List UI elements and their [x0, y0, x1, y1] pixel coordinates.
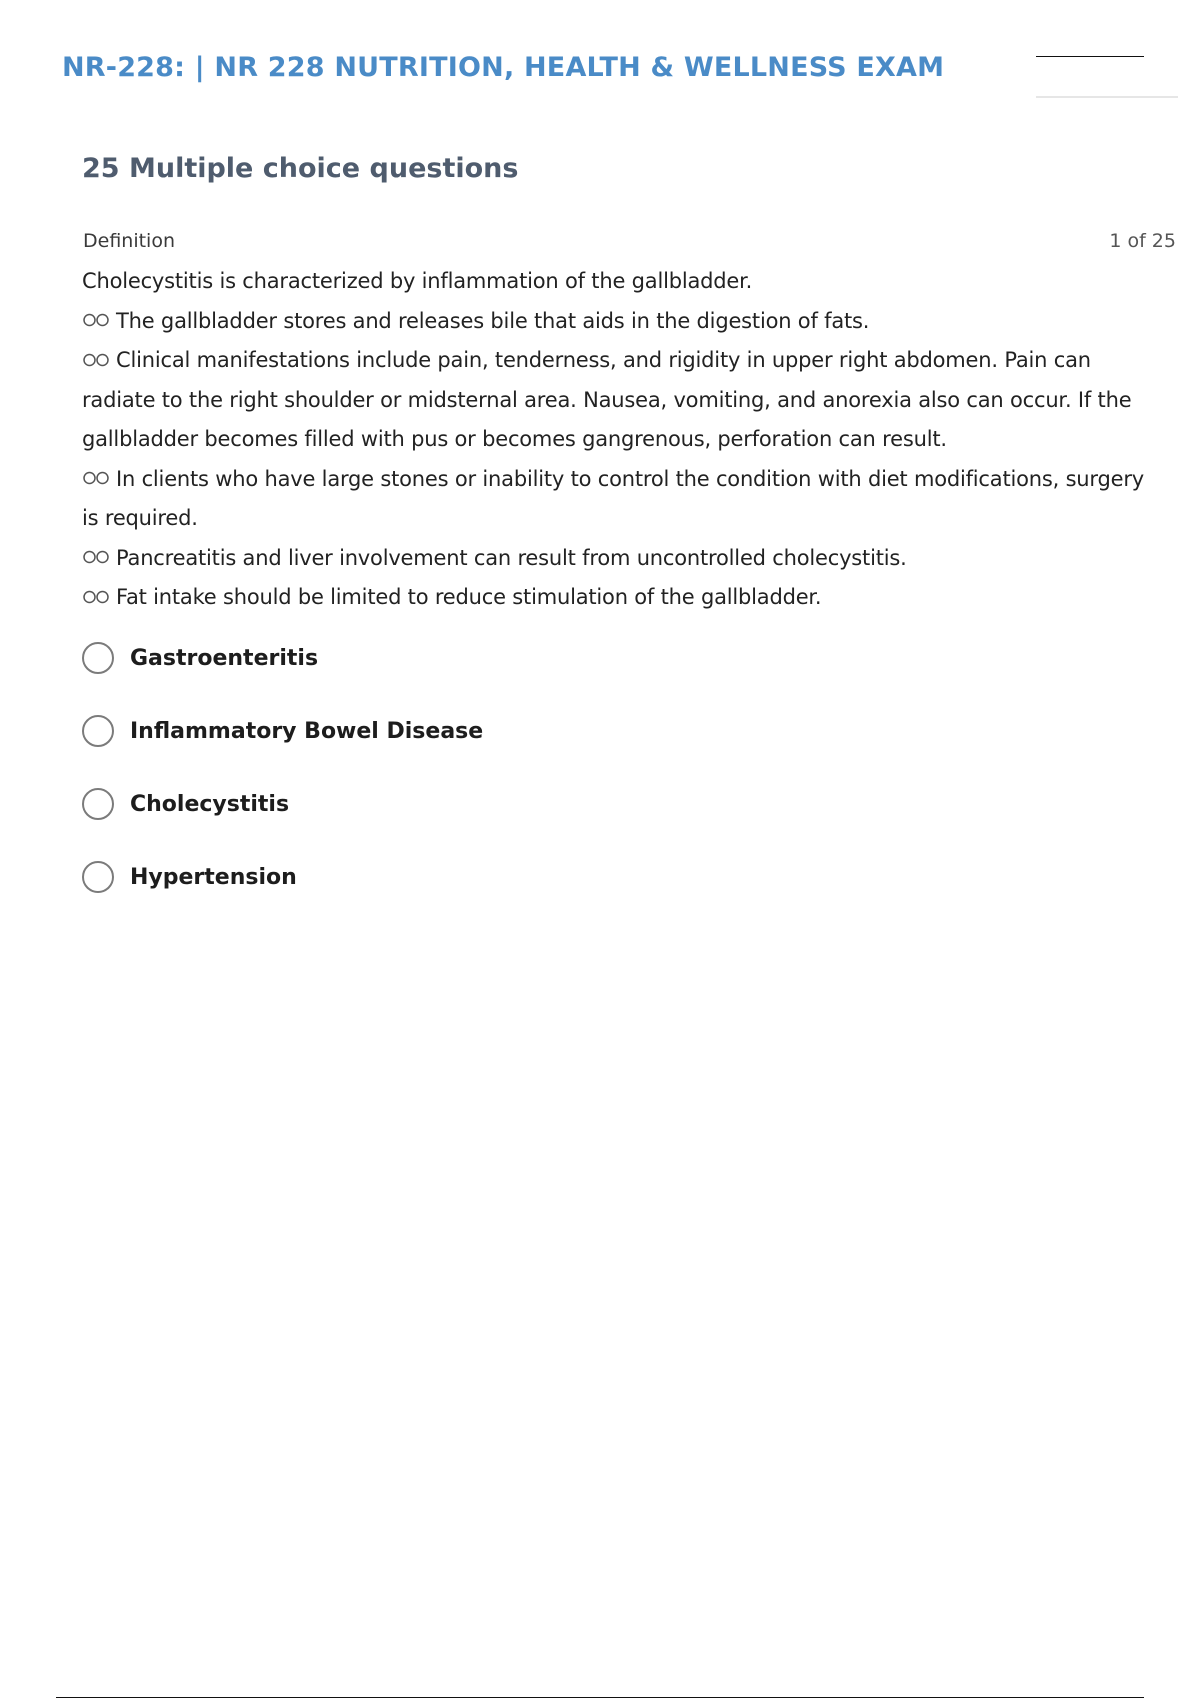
definition-bullet — [82, 578, 1152, 618]
answer-option-inflammatory-bowel-disease[interactable] — [82, 711, 782, 751]
answer-option-label: Cholecystitis — [130, 791, 290, 817]
radio-button[interactable] — [82, 715, 114, 747]
answer-option-gastroenteritis[interactable] — [82, 638, 782, 678]
definition-bullet-text: Clinical manifestations include pain, tenderness, and rigidity in upper right abdomen. Pain can radiate to the right shoulder or midsternal area. Nausea, vomiting, and anorexia also can occur. If the gallbladder becomes filled with pus or becomes gangrenous, perforation can result. — [82, 348, 1132, 451]
header-rule-light — [1036, 96, 1178, 98]
definition-bullet-text: Pancreatitis and liver involvement can result from uncontrolled cholecystitis. — [116, 545, 907, 570]
radio-button[interactable] — [82, 642, 114, 674]
footer-rule — [56, 1697, 1144, 1698]
question-counter: 1 of 25 — [1109, 230, 1176, 252]
answer-option-cholecystitis[interactable] — [82, 784, 782, 824]
answer-option-label: Inflammatory Bowel Disease — [130, 718, 484, 744]
definition-bullet — [82, 302, 1152, 342]
radio-button[interactable] — [82, 861, 114, 893]
definition-line-text: Cholecystitis is characterized by inflammation of the gallbladder. — [82, 269, 753, 293]
answer-option-label: Hypertension — [130, 864, 297, 890]
definition-bullet — [82, 341, 1152, 460]
answer-option-label: Gastroenteritis — [130, 645, 319, 671]
document-title: NR-228: | NR 228 NUTRITION, HEALTH & WELLNESS EXAM — [62, 52, 945, 83]
double-circle-bullet-icon — [82, 353, 112, 367]
definition-bullet — [82, 460, 1152, 539]
quiz-heading: 25 Multiple choice questions — [82, 153, 519, 184]
answer-options — [82, 638, 782, 930]
double-circle-bullet-icon — [82, 590, 112, 604]
radio-button[interactable] — [82, 788, 114, 820]
definition-bullet-text: In clients who have large stones or inability to control the condition with diet modifications, surgery is required. — [82, 466, 1144, 530]
definition-text — [82, 262, 1152, 618]
double-circle-bullet-icon — [82, 550, 112, 564]
double-circle-bullet-icon — [82, 313, 112, 327]
definition-label: Definition — [83, 230, 176, 252]
header-rule — [1036, 56, 1144, 57]
answer-option-hypertension[interactable] — [82, 857, 782, 897]
definition-bullet-text: Fat intake should be limited to reduce stimulation of the gallbladder. — [116, 585, 822, 609]
definition-bullet-text: The gallbladder stores and releases bile that aids in the digestion of fats. — [116, 308, 870, 333]
double-circle-bullet-icon — [82, 471, 112, 485]
definition-bullet — [82, 539, 1152, 579]
definition-line — [82, 262, 1152, 302]
